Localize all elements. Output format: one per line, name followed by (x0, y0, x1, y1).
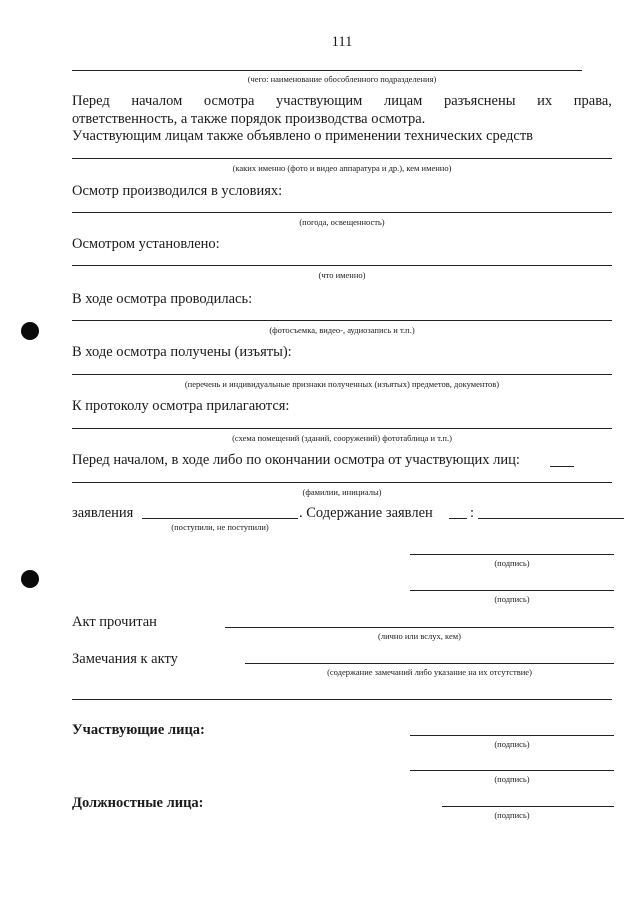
colon: : (470, 505, 475, 521)
subdivision-caption: (чего: наименование обособленного подразделения) (247, 74, 437, 84)
established-label: Осмотром установлено: (72, 236, 220, 252)
applications-label: заявления (72, 505, 134, 521)
page-number: 111 (331, 34, 353, 50)
signature-caption: (подпись) (494, 810, 530, 820)
established-field[interactable] (72, 265, 612, 266)
intro-word: Перед (72, 93, 110, 109)
act-read-field[interactable] (225, 627, 614, 628)
remarks-caption: (содержание замечаний либо указание на их отсутствие) (327, 667, 532, 677)
conditions-caption: (погода, освещенность) (299, 217, 385, 227)
names-caption: (фамилии, инициалы) (302, 487, 382, 497)
hole-punch-mark (21, 570, 39, 588)
applications-field[interactable] (142, 518, 298, 519)
intro-word: права, (573, 93, 612, 109)
intro-word: разъяснены (444, 93, 516, 109)
signature-line[interactable] (410, 590, 614, 591)
remarks-field-continued[interactable] (72, 699, 612, 700)
statements-short-field[interactable] (550, 466, 574, 467)
obtained-field[interactable] (72, 374, 612, 375)
signature-line[interactable] (442, 806, 614, 807)
signature-caption: (подпись) (494, 739, 530, 749)
obtained-label: В ходе осмотра получены (изъяты): (72, 344, 292, 360)
intro-word: лицам (383, 93, 423, 109)
act-read-caption: (лично или вслух, кем) (378, 631, 461, 641)
hole-punch-mark (21, 322, 39, 340)
officials-label: Должностные лица: (72, 795, 204, 811)
signature-line[interactable] (410, 735, 614, 736)
names-field[interactable] (72, 482, 612, 483)
tech-means-field[interactable] (72, 158, 612, 159)
tech-means-caption: (каких именно (фото и видео аппаратура и др.), кем именно) (232, 163, 452, 173)
intro-word: их (537, 93, 553, 109)
conditions-label: Осмотр производился в условиях: (72, 183, 283, 199)
content-label: . Содержание заявлен (299, 505, 433, 521)
statements-label: Перед началом, в ходе либо по окончании осмотра от участвующих лиц: (72, 452, 520, 468)
obtained-caption: (перечень и индивидуальные признаки полученных (изъятых) предметов, документов) (184, 379, 500, 389)
conducted-field[interactable] (72, 320, 612, 321)
content-short-field[interactable] (449, 518, 467, 519)
attached-field[interactable] (72, 428, 612, 429)
intro-word: началом (131, 93, 183, 109)
intro-line-1 (72, 92, 612, 110)
intro-word: осмотра (203, 93, 255, 109)
applications-caption: (поступили, не поступили) (171, 522, 269, 532)
signature-caption: (подпись) (494, 774, 530, 784)
content-field[interactable] (478, 518, 624, 519)
intro-line-2: ответственность, а также порядок производства осмотра. (72, 111, 426, 127)
attached-label: К протоколу осмотра прилагаются: (72, 398, 290, 414)
signature-line[interactable] (410, 770, 614, 771)
intro-line-3: Участвующим лицам также объявлено о применении технических средств (72, 128, 534, 144)
attached-caption: (схема помещений (зданий, сооружений) фототаблица и т.п.) (232, 433, 452, 443)
subdivision-field[interactable] (72, 70, 582, 71)
conditions-field[interactable] (72, 212, 612, 213)
conducted-caption: (фотосъемка, видео-, аудиозапись и т.п.) (269, 325, 415, 335)
established-caption: (что именно) (318, 270, 366, 280)
signature-caption: (подпись) (494, 594, 530, 604)
conducted-label: В ходе осмотра проводилась: (72, 291, 253, 307)
signature-caption: (подпись) (494, 558, 530, 568)
remarks-label: Замечания к акту (72, 651, 178, 667)
remarks-field[interactable] (245, 663, 614, 664)
participants-label: Участвующие лица: (72, 722, 205, 738)
act-read-label: Акт прочитан (72, 614, 157, 630)
signature-line[interactable] (410, 554, 614, 555)
intro-word: участвующим (276, 93, 363, 109)
